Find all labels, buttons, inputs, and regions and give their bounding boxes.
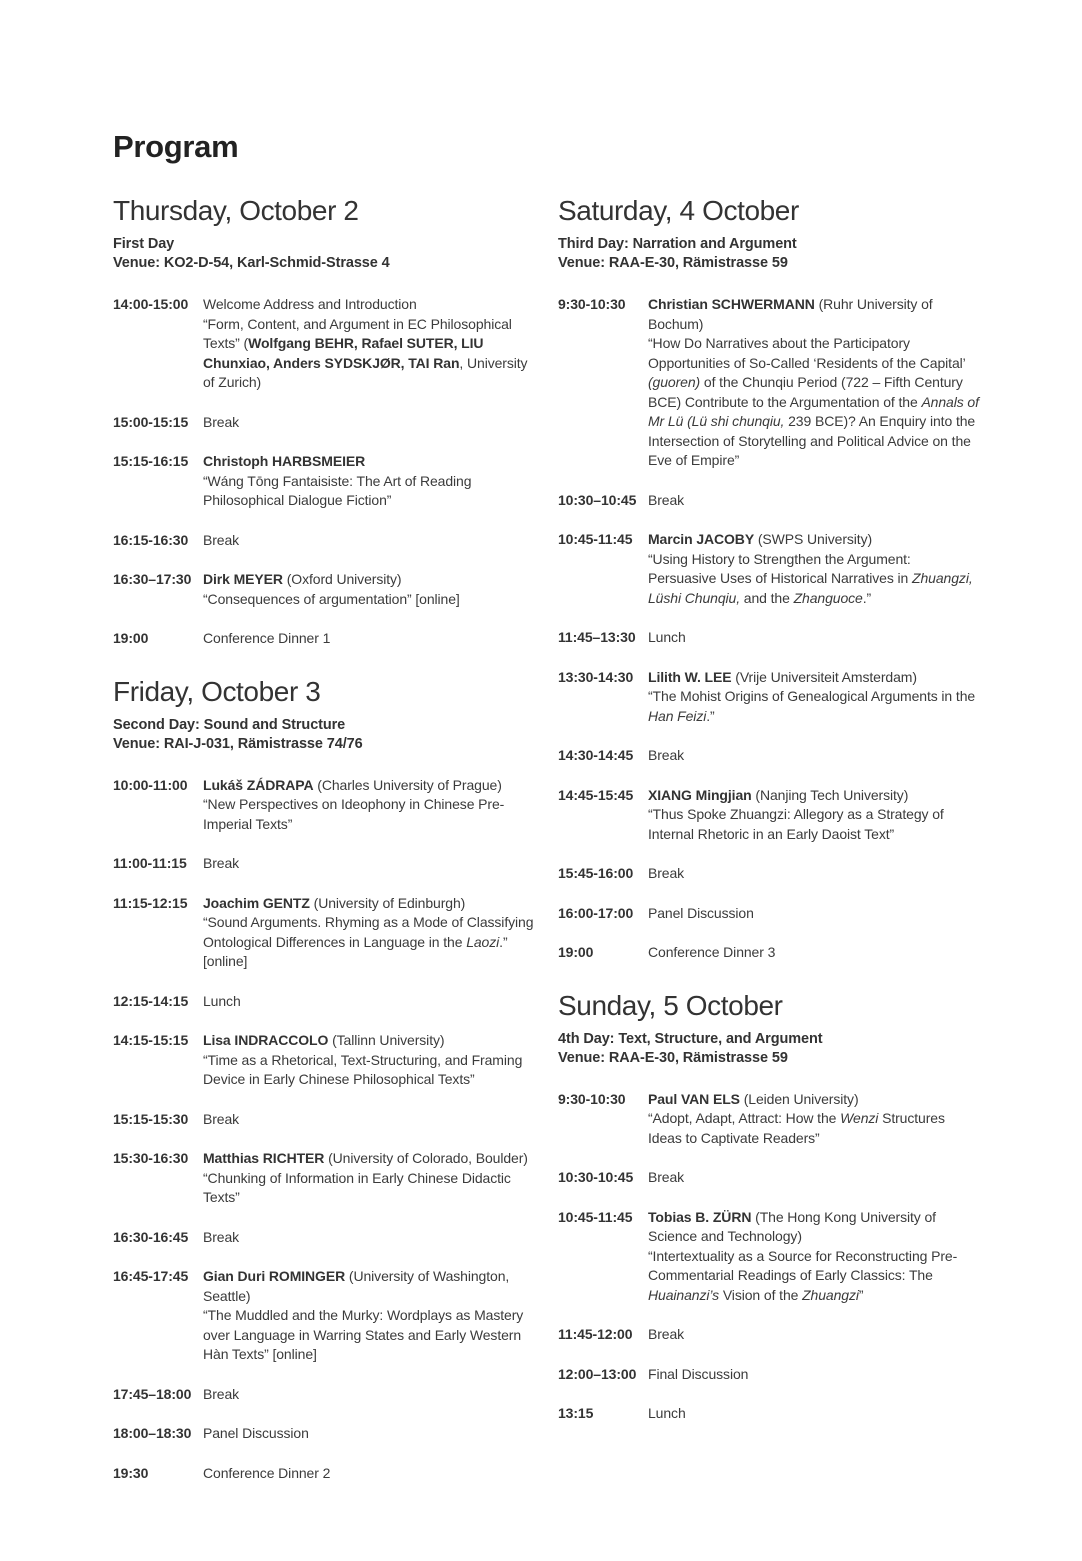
session-list (113, 295, 534, 649)
session-line: Paul VAN ELS (Leiden University) (648, 1090, 859, 1107)
session-content (203, 1228, 534, 1248)
session-line: Gian Duri ROMINGER (University of Washington, Seattle) (203, 1268, 510, 1304)
session-content (648, 904, 982, 924)
session-time: 11:45-12:00 (558, 1326, 633, 1342)
session-line: Break (203, 531, 240, 548)
session-content (203, 1149, 534, 1208)
day-section (558, 990, 982, 1424)
session-time: 10:30–10:45 (558, 491, 637, 508)
session-row (113, 1424, 534, 1444)
session-content (203, 1424, 534, 1444)
session-time: 9:30-10:30 (558, 1090, 626, 1107)
day-label: Third Day: Narration and Argument (558, 236, 797, 252)
day-label: First Day (113, 236, 175, 252)
day-label: 4th Day: Text, Structure, and Argument (558, 1030, 823, 1047)
session-row (113, 295, 534, 393)
session-row (558, 530, 982, 608)
session-row (558, 295, 982, 471)
session-line: Lilith W. LEE (Vrije Universiteit Amsterdam) (648, 668, 917, 685)
day-section (558, 195, 982, 963)
session-row (113, 629, 534, 649)
session-line: Break (203, 1228, 240, 1245)
session-line: Christoph HARBSMEIER (203, 453, 366, 469)
session-line: Conference Dinner 2 (203, 1464, 331, 1481)
session-line: Lunch (203, 992, 241, 1009)
session-content (203, 295, 534, 393)
session-content (648, 628, 982, 648)
session-line: Lisa INDRACCOLO (Tallinn University) (203, 1032, 445, 1048)
session-content (203, 894, 534, 972)
session-line: Lunch (648, 629, 686, 645)
session-line: “Using History to Strengthen the Argument: Persuasive Uses of Historical Narratives in Zhuangzi, Lüshi Chunqiu, and the Zhanguoce.” (648, 550, 973, 606)
session-line: “Adopt, Adapt, Attract: How the Wenzi Structures Ideas to Captivate Readers” (648, 1110, 945, 1146)
session-time: 15:15-16:15 (113, 453, 189, 469)
day-section (113, 195, 534, 649)
session-line: Panel Discussion (203, 1425, 309, 1441)
session-content (648, 530, 982, 608)
session-row (558, 943, 982, 963)
day-title: Thursday, October 2 (113, 195, 359, 226)
session-content (203, 1110, 534, 1130)
session-content (648, 1404, 982, 1424)
session-time: 19:00 (558, 944, 594, 960)
session-content (203, 992, 534, 1012)
day-venue: Venue: RAI-J-031, Rämistrasse 74/76 (113, 735, 363, 752)
session-content (203, 531, 534, 551)
session-content (648, 1168, 982, 1188)
session-row (113, 992, 534, 1012)
session-time: 10:45-11:45 (558, 1208, 633, 1225)
session-list (113, 776, 534, 1484)
session-time: 15:15-15:30 (113, 1110, 189, 1127)
session-row (113, 1385, 534, 1405)
day-title: Sunday, 5 October (558, 989, 783, 1021)
day-section (113, 676, 534, 1484)
session-row (558, 1090, 982, 1149)
session-time: 9:30-10:30 (558, 296, 626, 312)
session-line: Break (648, 1169, 685, 1185)
session-line: Break (203, 413, 240, 430)
session-line: Break (648, 865, 685, 881)
session-content (648, 668, 982, 727)
session-line: “The Muddled and the Murky: Wordplays as Mastery over Language in Warring States and Early Western Hàn Texts” [online] (203, 1307, 524, 1362)
session-row (558, 864, 982, 884)
session-row (558, 1404, 982, 1424)
session-line: Lunch (648, 1405, 686, 1421)
session-line: Final Discussion (648, 1365, 749, 1382)
session-line: Conference Dinner 1 (203, 630, 331, 646)
program-columns (113, 195, 982, 1483)
session-content (203, 1385, 534, 1405)
session-line: Break (203, 1385, 240, 1402)
session-line: Marcin JACOBY (SWPS University) (648, 531, 873, 547)
session-time: 14:30-14:45 (558, 747, 634, 763)
session-time: 15:30-16:30 (113, 1150, 189, 1166)
session-row (113, 452, 534, 511)
session-content (648, 943, 982, 963)
session-time: 12:15-14:15 (113, 992, 189, 1009)
session-content (648, 786, 982, 845)
session-content (203, 570, 534, 609)
session-line: Matthias RICHTER (University of Colorado, Boulder) (203, 1150, 528, 1166)
session-time: 17:45–18:00 (113, 1385, 192, 1402)
session-time: 11:45–13:30 (558, 629, 636, 645)
session-content (203, 1267, 534, 1365)
day-venue: Venue: RAA-E-30, Rämistrasse 59 (558, 1049, 788, 1066)
session-time: 15:00-15:15 (113, 413, 189, 430)
day-subheading (558, 1030, 982, 1068)
session-content (648, 746, 982, 766)
session-time: 13:15 (558, 1405, 594, 1421)
session-row (558, 786, 982, 845)
session-time: 11:15-12:15 (113, 894, 188, 911)
session-content (203, 413, 534, 433)
session-line: “Consequences of argumentation” [online] (203, 590, 460, 607)
session-time: 19:00 (113, 630, 149, 646)
session-row (113, 894, 534, 972)
session-line: “Sound Arguments. Rhyming as a Mode of Classifying Ontological Differences in Language in the Laozi.” [online] (203, 914, 534, 969)
session-line: Panel Discussion (648, 904, 754, 921)
session-content (203, 776, 534, 835)
session-time: 14:00-15:00 (113, 296, 189, 312)
session-line: Christian SCHWERMANN (Ruhr University of Bochum) (648, 296, 933, 332)
session-row (558, 1325, 982, 1345)
session-time: 19:30 (113, 1464, 149, 1481)
day-label: Second Day: Sound and Structure (113, 716, 346, 733)
session-row (558, 668, 982, 727)
session-content (203, 854, 534, 874)
session-row (113, 1464, 534, 1484)
session-line: Break (648, 1326, 685, 1342)
session-line: “Time as a Rhetorical, Text-Structuring, and Framing Device in Early Chinese Philosophical Texts” (203, 1051, 523, 1087)
session-list (558, 1090, 982, 1424)
session-time: 16:30-16:45 (113, 1228, 189, 1245)
session-line: Dirk MEYER (Oxford University) (203, 571, 402, 587)
session-content (648, 1365, 982, 1385)
session-line: “Thus Spoke Zhuangzi: Allegory as a Strategy of Internal Rhetoric in an Early Daoist Text” (648, 806, 944, 842)
session-row (113, 1031, 534, 1090)
session-time: 15:45-16:00 (558, 865, 634, 881)
session-row (558, 1168, 982, 1188)
session-row (113, 854, 534, 874)
session-row (113, 776, 534, 835)
session-content (203, 629, 534, 649)
session-line: “Form, Content, and Argument in EC Philosophical Texts” (Wolfgang BEHR, Rafael SUTER, LIU Chunxiao, Anders SYDSKJØR, TAI Ran, University of Zurich) (203, 315, 528, 390)
session-row (113, 1267, 534, 1365)
session-row (558, 746, 982, 766)
session-row (113, 1110, 534, 1130)
session-time: 11:00-11:15 (113, 855, 187, 871)
session-time: 10:45-11:45 (558, 531, 633, 547)
session-line: Tobias B. ZÜRN (The Hong Kong University of Science and Technology) (648, 1208, 936, 1244)
session-line: Conference Dinner 3 (648, 944, 776, 960)
session-line: “Intertextuality as a Source for Reconstructing Pre-Commentarial Readings of Early Classics: The Huainanzi’s Vision of the Zhuangzi” (648, 1247, 958, 1303)
session-row (558, 491, 982, 511)
session-time: 16:00-17:00 (558, 904, 634, 921)
session-row (558, 1208, 982, 1306)
session-line: Break (203, 855, 240, 871)
session-line: Break (648, 747, 685, 763)
session-content (648, 1208, 982, 1306)
session-line: Lukáš ZÁDRAPA (Charles University of Prague) (203, 776, 502, 793)
session-content (203, 452, 534, 511)
session-content (203, 1031, 534, 1090)
session-content (648, 1090, 982, 1149)
session-time: 14:45-15:45 (558, 786, 634, 803)
day-venue: Venue: KO2-D-54, Karl-Schmid-Strasse 4 (113, 255, 390, 271)
session-line: “Chunking of Information in Early Chinese Didactic Texts” (203, 1169, 511, 1205)
column-right (558, 195, 982, 1424)
session-time: 18:00–18:30 (113, 1425, 192, 1441)
session-time: 16:15-16:30 (113, 531, 189, 548)
session-list (558, 295, 982, 963)
session-row (558, 904, 982, 924)
day-title: Friday, October 3 (113, 675, 321, 707)
session-time: 10:30-10:45 (558, 1169, 634, 1185)
session-time: 16:45-17:45 (113, 1268, 189, 1284)
session-line: “How Do Narratives about the Participatory Opportunities of So-Called ‘Residents of the Capital’ (guoren) of the Chunqiu Period (722 – Fifth Century BCE) Contribute to the Argumentation of the Annals of Mr Lü (Lü shi chunqiu, 239 BCE)? An Enquiry into the Intersection of Storytelling and Political Advice on the Eve of Empire” (648, 335, 979, 468)
session-time: 13:30-14:30 (558, 668, 634, 685)
session-content (648, 864, 982, 884)
session-row (113, 1228, 534, 1248)
session-row (113, 570, 534, 609)
day-title: Saturday, 4 October (558, 195, 799, 226)
session-row (113, 1149, 534, 1208)
session-content (648, 1325, 982, 1345)
session-line: Break (648, 491, 685, 508)
session-line: XIANG Mingjian (Nanjing Tech University) (648, 786, 909, 803)
day-subheading (558, 235, 982, 273)
session-row (113, 413, 534, 433)
column-left (113, 195, 534, 1483)
day-venue: Venue: RAA-E-30, Rämistrasse 59 (558, 255, 788, 271)
session-line: “New Perspectives on Ideophony in Chinese Pre-Imperial Texts” (203, 796, 505, 832)
session-row (113, 531, 534, 551)
session-line: Joachim GENTZ (University of Edinburgh) (203, 894, 466, 911)
session-content (648, 491, 982, 511)
session-time: 12:00–13:00 (558, 1365, 637, 1382)
session-row (558, 1365, 982, 1385)
session-content (648, 295, 982, 471)
session-time: 16:30–17:30 (113, 571, 192, 587)
page-title: Program (113, 129, 239, 164)
session-row (558, 628, 982, 648)
session-line: Break (203, 1110, 240, 1127)
session-time: 10:00-11:00 (113, 776, 188, 793)
day-subheading (113, 235, 534, 273)
session-line: “Wáng Tōng Fantaisiste: The Art of Reading Philosophical Dialogue Fiction” (203, 472, 472, 508)
session-content (203, 1464, 534, 1484)
day-subheading (113, 716, 534, 754)
session-line: Welcome Address and Introduction (203, 296, 417, 312)
session-time: 14:15-15:15 (113, 1032, 189, 1048)
session-line: “The Mohist Origins of Genealogical Arguments in the Han Feizi.” (648, 688, 976, 724)
